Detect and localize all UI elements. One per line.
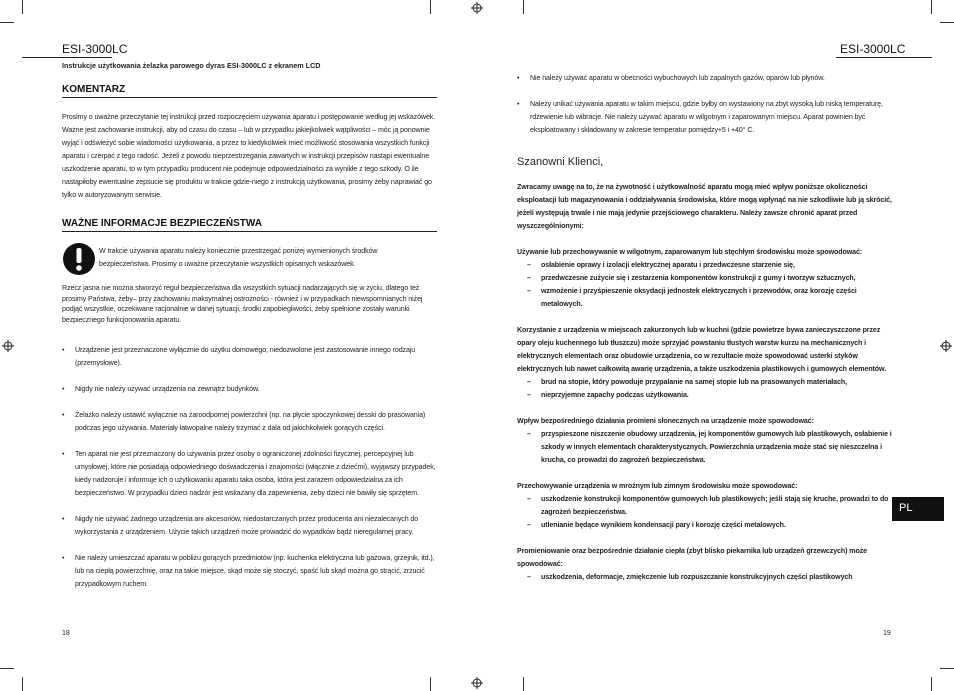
list-item: – osłabienie oprawy i izolacji elektrycznej aparatu i przedwczesne starzenie się, <box>517 259 897 272</box>
crop-mark <box>430 677 431 691</box>
registration-mark-icon <box>2 340 14 352</box>
group-heading: Przechowywanie urządzenia w mroźnym lub zimnym środowisku może spowodować: <box>517 482 798 490</box>
section-rule <box>62 97 437 98</box>
comment-heading: KOMENTARZ <box>62 84 126 95</box>
language-tab <box>892 497 944 521</box>
list-item: – brud na stopie, który powoduje przypalanie na samej stopie lub na prasowanych materiałach, <box>517 376 897 389</box>
doc-title: Instrukcje użytkowania żelazka parowego dyras ESI-3000LC z ekranem LCD <box>62 61 321 70</box>
safety-paragraph: Rzecz jasna nie można stworzyć reguł bezpieczeństwa dla wszystkich sytuacji nadarzających się w życiu, dlatego też prosimy Państwa, żeby– przy zachowaniu maksymalnej ostrożności - również i w przypadkach niewspomnianych niżej podjąć wszystkie, oczekiwane racjonalnie w danej sytuacji, środki zapobiegliwości, żeby spełnione zostały warunki bezpiecznego funkcjonowania aparatu. <box>62 284 423 324</box>
crop-mark <box>940 668 954 669</box>
group-heading: Używanie lub przechowywanie w wilgotnym, zaparowanym lub stęchłym środowisku może spowodować: <box>517 248 863 256</box>
list-item: • Nie należy umieszczać aparatu w pobliżu gorących przedmiotów (np. kuchenka elektryczna lub gazowa, grzejnik, itd.), lub na ciepłą powierzchnię, oraz na takie miejsce, skąd może się stoczyć, spaść lub skąd można go strącić, zrzucić przypadkowym ruchem. <box>62 552 439 591</box>
header-rule <box>836 57 932 58</box>
list-item: • Ten aparat nie jest przeznaczony do używania przez osoby o ograniczonej zdolności fizycznej, percepcyjnej lub umysłowej, które nie posiadają odpowiedniego doświadczenia i znajomości (włącznie z dziećmi), wyjąwszy przypadek, kiedy nadzoruje i informuje ich o użytkowaniu aparatu taka osoba, która jest zarazem odpowiedzialna za ich bezpieczeństwo. W przypadku dzieci nadzór jest wskazany dla zapewnienia, żeby dzieci nie bawiły się sprzętem. <box>62 448 439 500</box>
list-item: • Nigdy nie używać żadnego urządzenia ani akcesoriów, niedostarczanych przez producenta ani niezalecanych do wykorzystania z urządzeniem. Użycie takich urządzeń może prowadzić do wypadków bądź nieregularnej pracy. <box>62 513 439 539</box>
list-item: – nieprzyjemne zapachy podczas użytkowania. <box>517 389 897 402</box>
crop-mark <box>0 668 14 669</box>
registration-mark-icon <box>471 2 483 14</box>
list-item: – przyspieszone niszczenie obudowy urządzenia, jej komponentów gumowych lub plastikowych, osłabienie i szkody w innych elementach charakterystycznych. Powierzchnia urządzenia może stać się nieszczelna i krucha, co prowadzi do zagrożeń bezpieczeństwa. <box>517 428 897 467</box>
page-number: 19 <box>883 629 891 637</box>
list-item: – uszkodzenia, deformacje, zmiękczenie lub rozpuszczanie konstrukcyjnych części plastikowych <box>517 571 897 584</box>
list-item: – wzmożenie i przyśpieszenie oksydacji jednostek elektrycznych i przewodów, oraz korozję części metalowych. <box>517 285 897 311</box>
list-item: – uszkodzenie konstrukcji komponentów gumowych lub plastikowych; jeśli stają się kruche, prowadzi to do zagrożeń bezpieczeństwa. <box>517 493 897 519</box>
registration-mark-icon <box>940 340 952 352</box>
warning-icon <box>62 242 96 276</box>
comment-text: Prosimy o uważne przeczytanie tej instrukcji przed rozpoczęciem używania aparatu i postępowanie według jej wskazówek. Ważne jest zachowanie instrukcji, aby od czasu do czasu – lub w przypadku jakiejkolwiek wątpliwości – móc ją ponownie wyjąć i odświeżyć sobie wiadomości użytkowania, a przez to kiedykolwiek mieć możliwość stosowania wszystkich funkcji aparatu i czerpać z tego radość. Jeżeli z powodu nieprzestrzegania zawartych w instrukcji przepisów nastąpi ewentualne uszkodzenie aparatu, to w tym przypadku producent nie podejmuje odpowiedzialności za wynikłe z tego szkody. O ile nastąpiłoby ewentualne zepsucie się produktu w trakcie gdzie-niego z instrukcją użytkowania, prosimy żeby naprawiać go tylko w autoryzowanym serwisie. <box>62 113 436 199</box>
registration-mark-icon <box>471 677 483 689</box>
crop-mark <box>931 677 932 691</box>
header-rule <box>22 57 112 58</box>
crop-mark <box>523 0 524 14</box>
safety-heading: WAŻNE INFORMACJE BEZPIECZEŃSTWA <box>62 218 263 229</box>
list-item: • Żelazko należy ustawić wyłącznie na żaroodpornej powierzchni (np. na płycie spoczynkowej desski do prasowania) podczas jego używania. Materiały łatwopalne należy trzymać z dala od jakichkolwiek gorących części. <box>62 409 439 435</box>
safety-intro: W trakcie używania aparatu należy koniecznie przestrzegać poniżej wymienionych środków bezpieczeństwa. Prosimy o uważne przeczytanie wszystkich opisanych wskazówek. <box>99 247 378 268</box>
group-list <box>517 493 897 532</box>
group-list <box>517 571 897 584</box>
crop-mark <box>430 0 431 14</box>
crop-mark <box>523 677 524 691</box>
group-heading: Wpływ bezpośredniego działania promieni słonecznych na urządzenie może spowodować: <box>517 417 814 425</box>
section-rule <box>62 231 437 232</box>
group-list <box>517 259 897 311</box>
group-list <box>517 376 897 402</box>
list-item: • Urządzenie jest przeznaczone wyłącznie do użytku domowego; niedozwolone jest zastosowanie innego rodzaju (przemysłowe). <box>62 344 439 370</box>
page-number: 18 <box>62 629 70 637</box>
list-item: – utlenianie będące wynikiem kondensacji pary i korozję części metalowych. <box>517 519 897 532</box>
list-item: – przedwczesne zużycie się i zestarzenia komponentów konstrukcji z gumy i tworzyw sztucznych, <box>517 272 897 285</box>
page-model-header: ESI-3000LC <box>62 42 128 56</box>
group-heading: Promieniowanie oraz bezpośrednie działanie ciepła (zbyt blisko piekarnika lub urządzeń grzewczych) może spowodować: <box>517 547 867 568</box>
safety-bullet-list <box>62 344 439 604</box>
crop-mark <box>22 677 23 691</box>
safety-bullet-list-continued <box>517 72 897 150</box>
crop-mark <box>940 22 954 23</box>
page-model-header: ESI-3000LC <box>840 42 906 56</box>
list-item: • Nigdy nie należy używać urządzenia na zewnątrz budynków. <box>62 383 439 396</box>
crop-mark <box>0 22 14 23</box>
list-item: • Należy unikać używania aparatu w takim miejscu, gdzie byłby on wystawiony na zbyt wysoką lub niską temperaturę, rdzewienie lub wibracje. Nie należy używać aparatu w wilgotnym i zaparowanym miejscu. Aparat powinien być eksploatowany i składowany w zakresie temperatur pomiędzy+5 i +40° C. <box>517 98 897 137</box>
crop-mark <box>931 0 932 14</box>
crop-mark <box>22 0 23 14</box>
group-heading: Korzystanie z urządzenia w miejscach zakurzonych lub w kuchni (gdzie powietrze bywa zanieczyszczone przez opary oleju kuchennego lub tłuszczu) może sprzyjać powstaniu tłustych warstw kurzu na mechanicznych i elektrycznych elementach oraz obudowie urządzenia, co w rezultacie może spowodować usterki styków elektrycznych lub nawet całkowitą awarię urządzenia, a także uszkodzenia plastikowych i gumowych elementów. <box>517 326 887 373</box>
greeting: Szanowni Klienci, <box>517 156 604 168</box>
care-section <box>517 181 897 584</box>
list-item: • Nie należy używać aparatu w obecności wybuchowych lub zapalnych gazów, oparów lub płynów. <box>517 72 897 85</box>
group-list <box>517 428 897 467</box>
care-intro: Zwracamy uwagę na to, że na żywotność i użytkowalność aparatu mogą mieć wpływ poniższe okoliczności eksploatacji lub magazynowania i oddziaływania środowiska, które mogą wpłynąć na nie szkodliwie lub ją skrócić, jeżeli występują trwale i nie mają jedynie przejściowego charakteru. Należy zawsze chronić aparat przed wyszczególnionymi: <box>517 183 892 230</box>
language-tab-label: PL <box>899 502 913 514</box>
